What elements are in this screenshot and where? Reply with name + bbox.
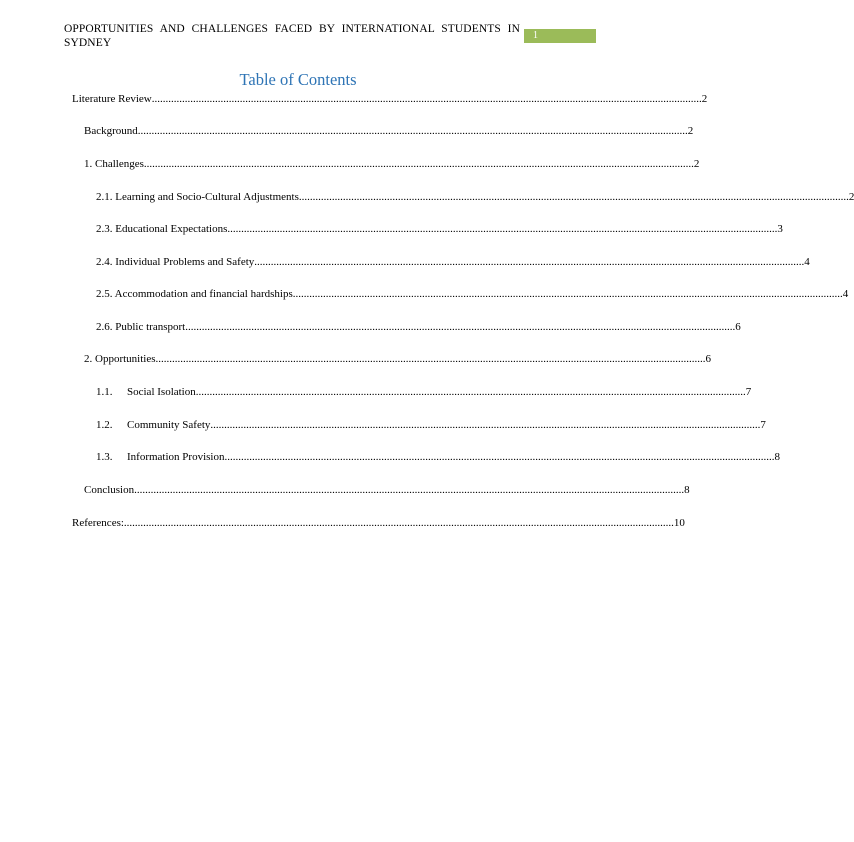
toc-dot-leader: ........................................................................................................................................................................................................ — [137, 125, 688, 137]
toc-entry-social-isolation[interactable] — [96, 385, 752, 399]
toc-dot-leader: ........................................................................................................................................................................................................ — [185, 321, 736, 333]
toc-entry-opportunities[interactable] — [84, 352, 711, 366]
toc-dot-leader: ........................................................................................................................................................................................................ — [292, 288, 843, 300]
toc-dot-leader: ........................................................................................................................................................................................................ — [134, 484, 685, 496]
toc-dot-leader: ........................................................................................................................................................................................................ — [123, 517, 674, 529]
toc-dot-leader: ........................................................................................................................................................................................................ — [227, 223, 778, 235]
toc-entry-page: 2 — [701, 93, 708, 105]
toc-entry-accommodation[interactable] — [96, 287, 849, 301]
toc-entry-label: 2. Opportunities — [84, 353, 156, 365]
toc-entry-page: 4 — [842, 288, 849, 300]
toc-entry-label: 2.3. Educational Expectations — [96, 223, 228, 235]
toc-entry-page: 2 — [687, 125, 694, 137]
toc-entry-page: 2 — [848, 191, 854, 203]
page-number-box — [524, 29, 596, 43]
toc-dot-leader: ........................................................................................................................................................................................................ — [298, 191, 849, 203]
toc-entry-page: 7 — [760, 419, 766, 431]
toc-entry-label: Information Provision — [127, 451, 225, 463]
toc-entry-background[interactable] — [84, 124, 694, 138]
toc-dot-leader: ........................................................................................................................................................................................................ — [143, 158, 694, 170]
toc-entry-learning-socio-cultural[interactable] — [96, 190, 854, 204]
toc-dot-leader: ........................................................................................................................................................................................................ — [224, 451, 775, 463]
toc-entry-page: 6 — [735, 321, 741, 333]
toc-entry-page: 2 — [693, 158, 700, 170]
toc-entry-challenges[interactable] — [84, 157, 700, 171]
toc-entry-label: 2.6. Public transport — [96, 321, 186, 333]
toc-dot-leader: ........................................................................................................................................................................................................ — [210, 419, 761, 431]
toc-entry-number: 1.1. — [96, 386, 113, 398]
toc-entry-label: 2.4. Individual Problems and Safety — [96, 256, 255, 268]
toc-entry-label: References: — [72, 517, 124, 529]
toc-entry-page: 7 — [745, 386, 752, 398]
toc-entry-page: 4 — [804, 256, 810, 268]
toc-entry-public-transport[interactable] — [96, 320, 741, 334]
toc-entry-page: 8 — [684, 484, 690, 496]
toc-entry-page: 10 — [673, 517, 685, 529]
toc-entry-label: Background — [84, 125, 138, 137]
toc-entry-references[interactable] — [72, 516, 685, 530]
toc-entry-information-provision[interactable] — [96, 450, 780, 464]
toc-entry-label: Community Safety — [127, 419, 211, 431]
toc-entry-number: 1.2. — [96, 419, 113, 431]
toc-entry-conclusion[interactable] — [84, 483, 690, 497]
toc-entry-label: Social Isolation — [127, 386, 196, 398]
toc-dot-leader: ........................................................................................................................................................................................................ — [155, 353, 706, 365]
toc-entry-page: 8 — [774, 451, 780, 463]
toc-entry-label: 2.5. Accommodation and financial hardships — [96, 288, 293, 300]
toc-entry-label: Literature Review — [72, 93, 152, 105]
toc-entry-literature-review[interactable] — [72, 92, 708, 106]
toc-entry-label: 1. Challenges — [84, 158, 144, 170]
toc-dot-leader: ........................................................................................................................................................................................................ — [254, 256, 805, 268]
toc-entry-educational-expectations[interactable] — [96, 222, 783, 236]
toc-dot-leader: ........................................................................................................................................................................................................ — [151, 93, 702, 105]
page-number: 1 — [533, 30, 538, 41]
toc-entry-page: 3 — [777, 223, 783, 235]
toc-entry-number: 1.3. — [96, 451, 113, 463]
toc-entry-label: 2.1. Learning and Socio-Cultural Adjustments — [96, 191, 299, 203]
toc-entry-community-safety[interactable] — [96, 418, 766, 432]
running-header-title: OPPORTUNITIES AND CHALLENGES FACED BY INTERNATIONAL STUDENTS IN SYDNEY — [64, 23, 520, 49]
toc-heading: Table of Contents — [239, 70, 357, 89]
toc-entry-label: Conclusion — [84, 484, 135, 496]
toc-entry-page: 6 — [705, 353, 711, 365]
toc-dot-leader: ........................................................................................................................................................................................................ — [195, 386, 746, 398]
toc-entry-individual-problems[interactable] — [96, 255, 810, 269]
